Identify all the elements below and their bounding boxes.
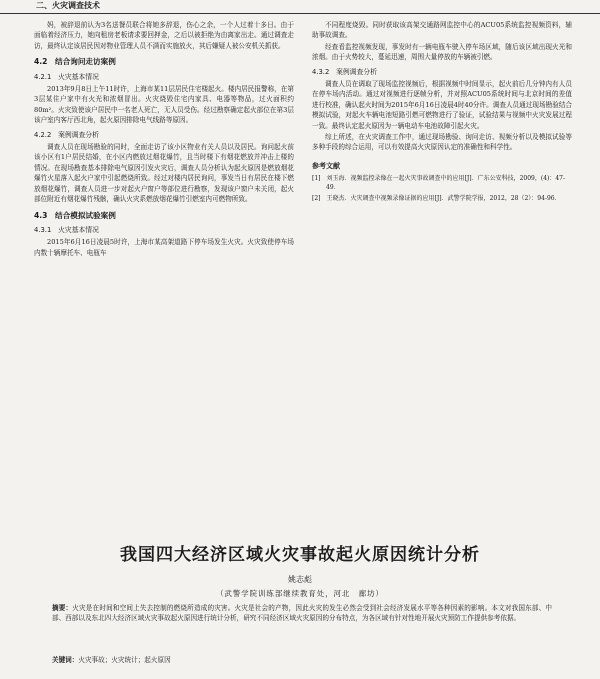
abstract: [52, 603, 552, 623]
subsection-heading: 4.3.2 案例调查分析: [312, 67, 377, 76]
section-label: 二、火灾调查技术: [36, 1, 100, 10]
subsection-heading: 4.3.1 火灾基本情况: [34, 225, 99, 234]
running-header: [0, 0, 600, 14]
reference-item: [1] 刘玉海．视频监控录像在一起火灾事故调查中的应用[J]．广东公安科技，2009，(4)：47-49．: [312, 175, 566, 192]
paragraph: 综上所述，在火灾调查工作中，通过现场勘验、询问走访、视频分析以及模拟试验等多种手段的综合运用，可以有效提高火灾原因认定的准确性和科学性。: [312, 133, 572, 152]
paragraph: 2015年6月16日凌晨5时许，上海市某高架道路下停车场发生火灾。火灾致使停车场内数十辆摩托车、电瓶车: [34, 238, 294, 257]
abstract-label: 摘要：: [52, 604, 73, 612]
paragraph: 妈，被辞退前认为3名送餐员联合将她多辞退，伤心之余，一个人过着十多日。由于面临着经济压力，她向租房老板请求要回押金，之后以被拒绝为由离家出走。通过调查走访，最终认定该居民因对物业管理人员不满而实施放火，其后嫌疑人被公安机关抓获。: [34, 21, 294, 50]
two-column-body: [34, 20, 574, 500]
paragraph: 不同程度烧毁。同时获取该高架交通路网监控中心的ACU05系统监控视频资料，辅助事故调查。: [312, 21, 572, 40]
left-column: [34, 20, 294, 259]
keywords-text: 火灾事故；火灾统计；起火原因: [78, 656, 171, 664]
article-title: 我国四大经济区域火灾事故起火原因统计分析: [120, 545, 480, 565]
paragraph: 经查看监控视频发现，事发时有一辆电瓶车驶入停车场区域，随后该区域出现火光和浓烟。由于火势较大，蔓延迅速，周围大量停放的车辆被引燃。: [312, 42, 572, 62]
article-affiliation: （武警学院训练部继续教育处，河北 廊坊）: [216, 589, 384, 598]
abstract-text: 火灾是在时间和空间上失去控制的燃烧所造成的灾害。火灾是社会的产物，因此火灾的发生必然会受到社会经济发展水平等各种因素的影响。本文对我国东部、中部、西部以及东北四大经济区域火灾事故起火原因进行统计分析，研究不同经济区域火灾原因的分布特点，为各区域有针对性地开展火灾预防工作提供参考依据。: [52, 604, 553, 622]
paragraph: 调查人员在现场勘验的同时，全面走访了该小区物业有关人员以及居民。询问起火前该小区有1户居民结婚，在小区内燃放过烟花爆竹，且当时楼下有烟花燃放并冲击上楼的情况。在现场勘查基本排除电气原因引发火灾后，调查人员分析认为起火原因是燃放烟花爆竹火星落入起火户家中引起燃烧所致。经过对楼内居民询问，事发当日有居民在楼下燃放烟花爆竹，调查人员进一步对起火户窗户等部位进行勘察，发现该户窗户未关闭，起火部位附近有烟花爆竹残骸，确认火灾系燃放烟花爆竹引燃室内可燃物所致。: [34, 143, 294, 204]
reference-item: [2] 王晓杰．火灾调查中视频录像证据的应用[J]．武警学院学报，2012，28（2）：94-96．: [312, 195, 561, 203]
keywords: [52, 654, 552, 664]
section-heading: 4.2 结合询问走访案例: [34, 57, 116, 67]
references-heading: 参考文献: [312, 161, 340, 170]
keywords-label: 关键词：: [52, 656, 79, 664]
section-heading: 4.3 结合模拟试验案例: [34, 210, 116, 220]
subsection-heading: 4.2.2 案例调查分析: [34, 130, 99, 139]
article-author: 姚志彪: [288, 575, 312, 584]
right-column: [312, 20, 572, 205]
paragraph: 调查人员在调取了现场监控视频后，根据视频中时间显示，起火前后几分钟内有人员在停车场内活动。通过对视频进行逐帧分析，并对照ACU05系统时间与北京时间的差值进行校准，确认起火时间为2015年6月16日凌晨4时40分许。调查人员通过现场勘验结合模拟试验，对起火车辆电池短路引燃可燃物进行了验证，试验结果与视频中火灾发展过程一致。最终认定起火原因为一辆电动车电池故障引起火灾。: [312, 80, 572, 130]
subsection-heading: 4.2.1 火灾基本情况: [34, 72, 99, 81]
paragraph: 2013年9月8日上午11时许，上海市某11层居民住宅楼起火。楼内居民报警称，在第3层某住户家中有火光和浓烟冒出。火灾烧毁住宅内家具、电器等物品，过火面积约80m²。火灾致使该户居民中一名老人死亡，无人员受伤。经过勘察确定起火部位在第3层该户室内客厅西北角，起火原因排除电气线路等原因。: [34, 85, 294, 125]
